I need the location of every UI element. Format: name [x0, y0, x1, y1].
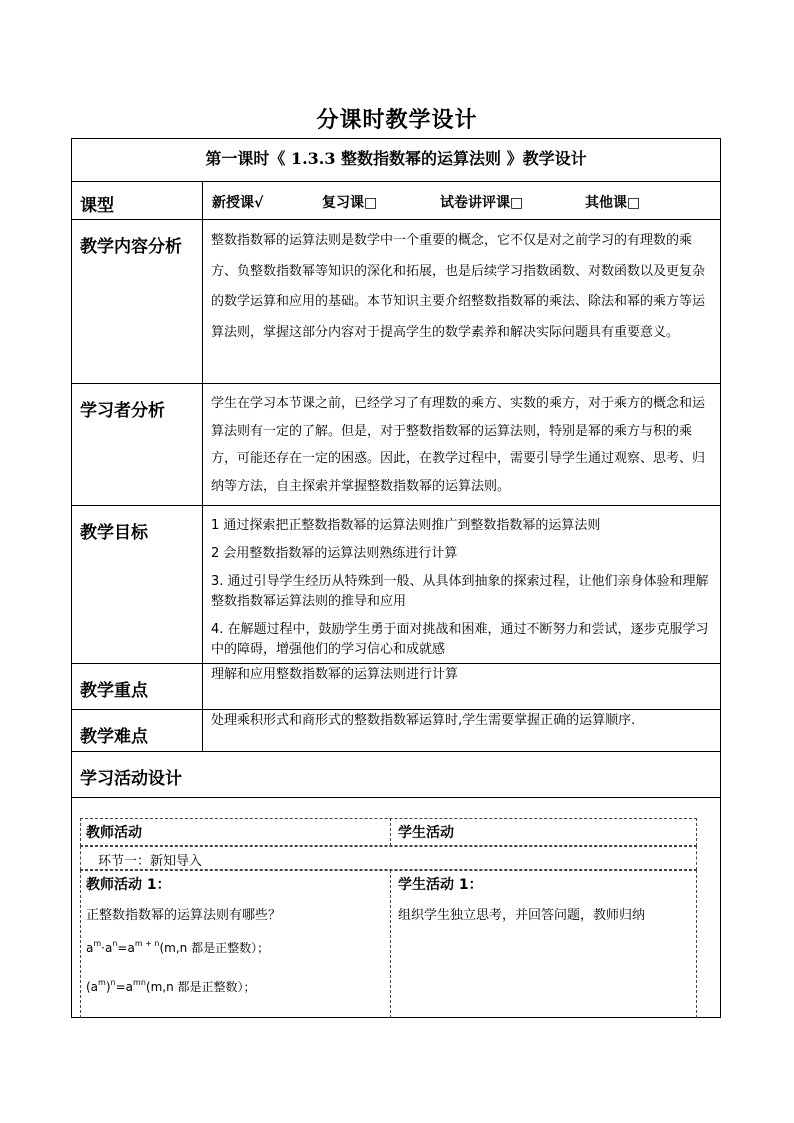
teacher-activity-1-title: 教师活动 1：: [86, 877, 171, 893]
lesson-title-row: [72, 139, 720, 181]
content-analysis-label: 教学内容分析: [72, 220, 203, 384]
goals-label: 教学目标: [72, 506, 203, 664]
rule2-open: (a: [86, 980, 99, 994]
goals-list: [203, 506, 720, 664]
rule1-condition: (m,n 都是正整数）；: [159, 941, 270, 955]
goal-item: 1 通过探索把正整数指数幂的运算法则推广到整数指数幂的运算法则: [211, 518, 601, 533]
page-title: 分课时教学设计: [316, 107, 478, 133]
option-review-lesson: 复习课□: [322, 195, 378, 211]
goal-item: 2 会用整数指数幂的运算法则熟练进行计算: [211, 546, 458, 561]
rule1-exp2: n: [112, 939, 118, 948]
difficulties-text: 处理乘积形式和商形式的整数指数幂运算时,学生需要掌握正确的运算顺序.: [211, 713, 636, 728]
course-type-row: [72, 181, 720, 220]
rule2-exp1: m: [98, 978, 106, 987]
activity-design-row: [72, 751, 720, 798]
option-new-lesson: 新授课√: [212, 195, 264, 211]
lesson-title: 第一课时《 1.3.3 整数指数幂的运算法则 》教学设计: [205, 149, 587, 168]
rule1-dot: ·a: [101, 941, 113, 955]
goals-row: [72, 505, 720, 664]
activity-header-box: [80, 818, 697, 846]
stage-label: 环节一：新知导入: [98, 854, 203, 869]
key-points-label: 教学重点: [72, 664, 203, 710]
learner-analysis-row: [72, 383, 720, 506]
teacher-activity-header: 教师活动: [86, 825, 142, 841]
course-type-options: [203, 182, 720, 220]
goal-item: 4. 在解题过程中，鼓励学生勇于面对挑战和困难，通过不断努力和尝试，逐步克服学习中的障碍，增强他们的学习信心和成就感: [211, 622, 709, 657]
student-activity-header: 学生活动: [398, 825, 454, 841]
learner-analysis-text: 学生在学习本节课之前，已经学习了有理数的乘方、实数的乘方，对于乘方的概念和运算法则有一定的了解。但是，对于整数指数幂的运算法则，特别是幂的乘方与积的乘方，可能还存在一定的困惑。因此，在教学过程中，需要引导学生通过观察、思考、归纳等方法，自主探索并掌握整数指数幂的运算法则。: [211, 396, 706, 494]
key-points-row: [72, 663, 720, 710]
difficulties-label: 教学难点: [72, 710, 203, 752]
rule1-base: a: [86, 941, 94, 955]
activity-1-divider: [390, 870, 391, 1018]
rule2-close: ): [105, 980, 111, 994]
question-text: 正整数指数幂的运算法则有哪些？: [86, 908, 282, 923]
activity-design-label: 学习活动设计: [80, 769, 182, 789]
key-points-text: 理解和应用整数指数幂的运算法则进行计算: [211, 667, 459, 682]
activity-table-area: [72, 797, 720, 1018]
rule-power: [86, 978, 256, 995]
rule1-exp3: m + n: [134, 939, 160, 948]
activity-header-divider: [390, 818, 391, 846]
rule2-condition: (m,n 都是正整数）；: [145, 980, 256, 994]
difficulties-row: [72, 709, 720, 752]
content-analysis-row: [72, 219, 720, 384]
rule2-eq: =a: [115, 980, 134, 994]
option-other-lesson: 其他课□: [585, 195, 641, 211]
option-exam-review-lesson: 试卷讲评课□: [440, 195, 524, 211]
learner-analysis-label: 学习者分析: [72, 384, 203, 506]
course-type-label: 课型: [72, 182, 203, 220]
rule-product: [86, 939, 269, 956]
rule1-exp1: m: [93, 939, 102, 948]
content-analysis-text: 整数指数幂的运算法则是数学中一个重要的概念，它不仅是对之前学习的有理数的乘方、负整数指数幂等知识的深化和拓展，也是后续学习指数函数、对数函数以及更复杂的数学运算和应用的基础。本节知识主要介绍整数指数幂的乘法、除法和幂的乘方等运算法则，掌握这部分内容对于提高学生的数学素养和解决实际问题具有重要意义。: [211, 233, 706, 340]
rule2-exp3: mn: [133, 978, 146, 987]
goal-item: 3. 通过引导学生经历从特殊到一般、从具体到抽象的探索过程，让他们亲身体验和理解整数指数幂运算法则的推导和应用: [211, 574, 709, 609]
student-activity-1-title: 学生活动 1：: [398, 877, 483, 893]
student-activity-text: 组织学生独立思考，并回答问题，教师归纳: [398, 908, 646, 923]
lesson-plan-table: [71, 138, 721, 1018]
rule1-eq: =a: [117, 941, 135, 955]
rule2-exp2: n: [110, 978, 116, 987]
